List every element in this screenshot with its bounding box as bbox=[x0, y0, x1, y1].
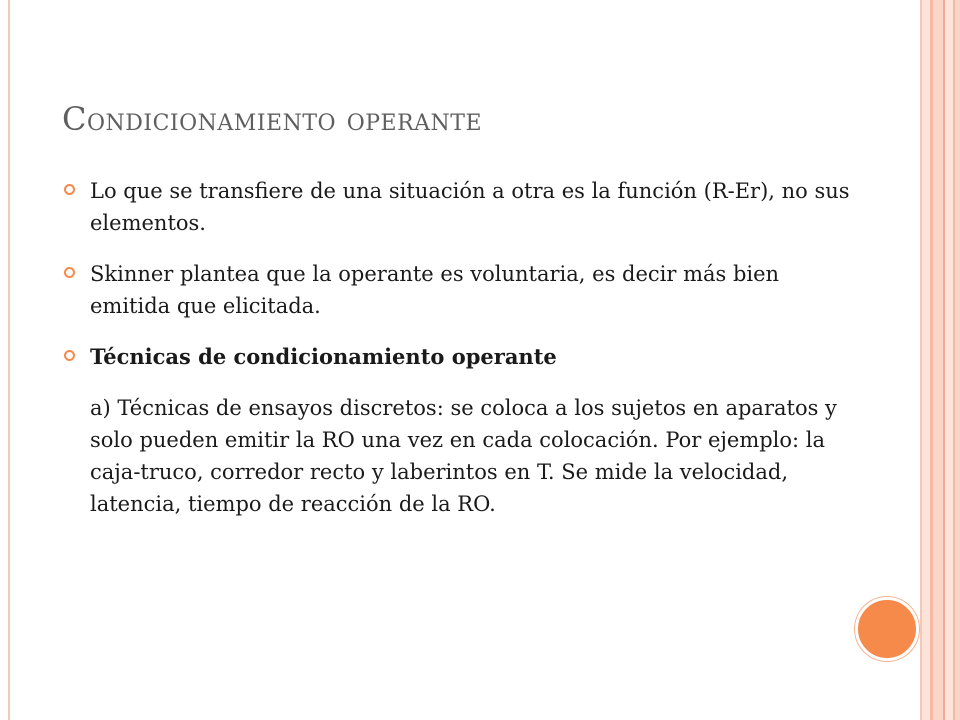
circle-outline-icon bbox=[64, 267, 75, 278]
slide-content bbox=[62, 175, 852, 520]
paragraph-text: a) Técnicas de ensayos discretos: se coloca a los sujetos en aparatos y solo pueden emitir la RO una vez en cada colocación. Por ejemplo: la caja-truco, corredor recto y laberintos en T. Se mide la velocidad, latencia, tiempo de reacción de la RO. bbox=[90, 396, 837, 516]
circle-outline-icon bbox=[64, 350, 75, 361]
bullet-text: Lo que se transfiere de una situación a otra es la función (R-Er), no sus elementos. bbox=[90, 179, 850, 235]
decorative-stripe bbox=[955, 0, 960, 720]
bullet-item bbox=[62, 258, 852, 322]
bullet-item bbox=[62, 341, 852, 373]
decorative-circle bbox=[855, 597, 919, 661]
bullet-item bbox=[62, 175, 852, 239]
bullet-text: Técnicas de condicionamiento operante bbox=[90, 344, 557, 369]
bullet-text: Skinner plantea que la operante es voluntaria, es decir más bien emitida que elicitada. bbox=[90, 262, 780, 318]
decorative-stripe bbox=[922, 0, 930, 720]
slide-title: Condicionamiento operante bbox=[62, 100, 483, 138]
decorative-stripe bbox=[933, 0, 943, 720]
circle-outline-icon bbox=[64, 184, 75, 195]
sub-paragraph bbox=[62, 392, 852, 520]
decorative-stripe bbox=[945, 0, 953, 720]
